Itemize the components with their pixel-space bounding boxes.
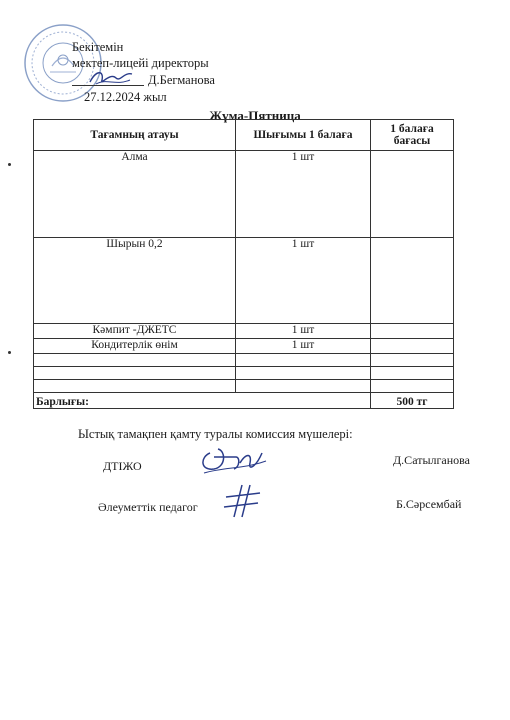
director-signature (86, 64, 136, 90)
total-value: 500 тг (371, 393, 454, 409)
table-row (34, 324, 454, 339)
approval-date: 27.12.2024 жыл (84, 90, 167, 104)
member2-role: Әлеуметтік педагог (98, 500, 198, 514)
commission-heading: Ыстық тамақпен қамту туралы комиссия мүшелері: (78, 427, 353, 441)
member1-name: Д.Сатылганова (393, 453, 471, 467)
empty-row (34, 367, 454, 380)
row-dish-name: Кондитерлік өнім (34, 339, 236, 354)
row-dish-name: Шырын 0,2 (34, 238, 236, 324)
row-price (371, 339, 454, 354)
header-dish-name: Тағамның атауы (34, 120, 236, 151)
approval-heading: Бекітемін (72, 40, 124, 54)
row-portion: 1 шт (236, 151, 371, 238)
row-dish-name: Кәмпит -ДЖЕТС (34, 324, 236, 339)
table-header-row (34, 120, 454, 151)
row-portion: 1 шт (236, 324, 371, 339)
approval-position: мектеп-лицейі директоры (72, 56, 209, 70)
member1-role: ДТІЖО (103, 459, 142, 473)
director-name: Д.Бегманова (148, 73, 215, 87)
row-portion: 1 шт (236, 238, 371, 324)
empty-row (34, 354, 454, 367)
header-portion: Шығымы 1 балаға (236, 120, 371, 151)
menu-table (33, 119, 454, 409)
row-price (371, 151, 454, 238)
table-row (34, 238, 454, 324)
member2-name: Б.Сәрсембай (396, 497, 462, 511)
member2-signature (220, 481, 264, 521)
row-price (371, 238, 454, 324)
member1-signature (196, 443, 270, 479)
margin-mark (8, 351, 11, 354)
header-price: 1 балаға бағасы (371, 120, 454, 151)
margin-mark (8, 163, 11, 166)
total-label: Барлығы: (34, 393, 371, 409)
table-row (34, 151, 454, 238)
empty-row (34, 380, 454, 393)
row-price (371, 324, 454, 339)
total-row (34, 393, 454, 409)
page-title: Жұма-Пятница (209, 108, 301, 123)
row-portion: 1 шт (236, 339, 371, 354)
table-row (34, 339, 454, 354)
row-dish-name: Алма (34, 151, 236, 238)
